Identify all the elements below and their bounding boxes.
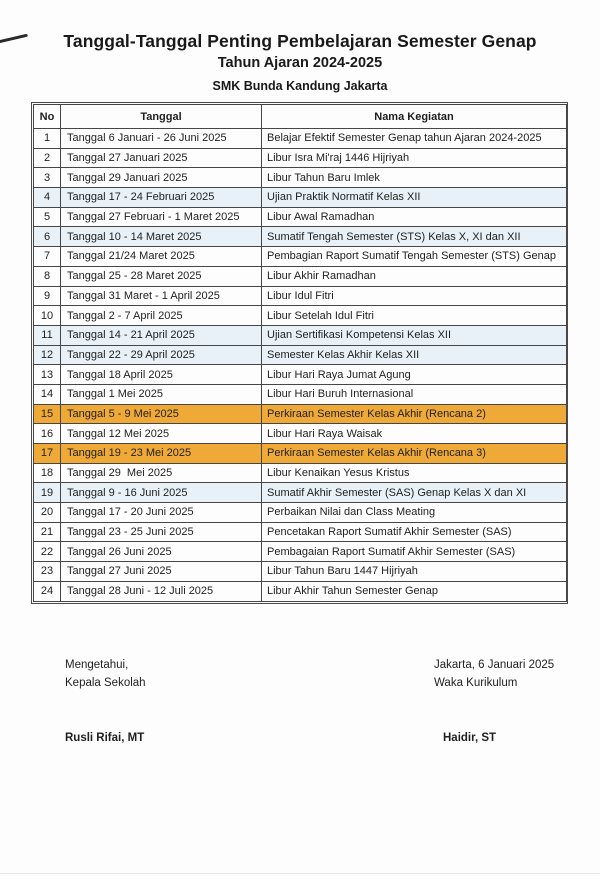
cell-kegiatan: Sumatif Akhir Semester (SAS) Genap Kelas X dan XI xyxy=(262,483,567,503)
cell-kegiatan: Libur Hari Raya Jumat Agung xyxy=(262,365,567,385)
cell-no: 14 xyxy=(34,384,61,404)
table-row xyxy=(34,384,567,404)
cell-kegiatan: Belajar Efektif Semester Genap tahun Ajaran 2024-2025 xyxy=(262,129,567,149)
cell-no: 6 xyxy=(34,227,61,247)
cell-no: 3 xyxy=(34,168,61,188)
cell-tanggal: Tanggal 14 - 21 April 2025 xyxy=(61,325,262,345)
table-row xyxy=(34,522,567,542)
header-tanggal: Tanggal xyxy=(61,105,262,129)
cell-kegiatan: Perkiraan Semester Kelas Akhir (Rencana 3) xyxy=(262,444,567,464)
table-header-row xyxy=(34,105,567,129)
cell-no: 11 xyxy=(34,325,61,345)
cell-tanggal: Tanggal 29 Mei 2025 xyxy=(61,463,262,483)
cell-no: 4 xyxy=(34,188,61,208)
table-row xyxy=(34,286,567,306)
cell-tanggal: Tanggal 23 - 25 Juni 2025 xyxy=(61,522,262,542)
cell-kegiatan: Libur Idul Fitri xyxy=(262,286,567,306)
cell-tanggal: Tanggal 31 Maret - 1 April 2025 xyxy=(61,286,262,306)
cell-no: 10 xyxy=(34,306,61,326)
cell-tanggal: Tanggal 9 - 16 Juni 2025 xyxy=(61,483,262,503)
cell-tanggal: Tanggal 18 April 2025 xyxy=(61,365,262,385)
table-row xyxy=(34,483,567,503)
cell-kegiatan: Libur Tahun Baru Imlek xyxy=(262,168,567,188)
cell-tanggal: Tanggal 19 - 23 Mei 2025 xyxy=(61,444,262,464)
cell-tanggal: Tanggal 17 - 20 Juni 2025 xyxy=(61,503,262,523)
school-name: SMK Bunda Kandung Jakarta xyxy=(212,79,388,93)
schedule-table-wrapper xyxy=(31,102,568,604)
cell-no: 15 xyxy=(34,404,61,424)
document-header xyxy=(0,30,600,94)
cell-kegiatan: Pembagaian Raport Sumatif Akhir Semester (SAS) xyxy=(262,542,567,562)
cell-kegiatan: Libur Hari Buruh Internasional xyxy=(262,384,567,404)
cell-kegiatan: Libur Hari Raya Waisak xyxy=(262,424,567,444)
table-row xyxy=(34,306,567,326)
table-row xyxy=(34,188,567,208)
cell-tanggal: Tanggal 12 Mei 2025 xyxy=(61,424,262,444)
sig-right-line2: Waka Kurikulum xyxy=(434,677,518,689)
table-row xyxy=(34,424,567,444)
cell-tanggal: Tanggal 26 Juni 2025 xyxy=(61,542,262,562)
table-row xyxy=(34,503,567,523)
cell-no: 16 xyxy=(34,424,61,444)
cell-no: 22 xyxy=(34,542,61,562)
table-row xyxy=(34,404,567,424)
cell-kegiatan: Libur Setelah Idul Fitri xyxy=(262,306,567,326)
cell-kegiatan: Perkiraan Semester Kelas Akhir (Rencana 2) xyxy=(262,404,567,424)
cell-tanggal: Tanggal 17 - 24 Februari 2025 xyxy=(61,188,262,208)
table-row xyxy=(34,542,567,562)
cell-tanggal: Tanggal 27 Januari 2025 xyxy=(61,148,262,168)
cell-kegiatan: Libur Akhir Tahun Semester Genap xyxy=(262,581,567,601)
cell-tanggal: Tanggal 25 - 28 Maret 2025 xyxy=(61,266,262,286)
sig-right-line1: Jakarta, 6 Januari 2025 xyxy=(434,659,555,671)
signature-block-right xyxy=(434,656,554,692)
table-row xyxy=(34,266,567,286)
cell-kegiatan: Libur Akhir Ramadhan xyxy=(262,266,567,286)
table-row xyxy=(34,345,567,365)
cell-kegiatan: Sumatif Tengah Semester (STS) Kelas X, XI dan XII xyxy=(262,227,567,247)
table-row xyxy=(34,129,567,149)
schedule-table-body xyxy=(34,129,567,602)
schedule-table xyxy=(33,104,567,602)
cell-kegiatan: Semester Kelas Akhir Kelas XII xyxy=(262,345,567,365)
cell-no: 12 xyxy=(34,345,61,365)
scan-edge-artifact xyxy=(0,873,600,874)
header-no: No xyxy=(34,105,61,129)
cell-tanggal: Tanggal 21/24 Maret 2025 xyxy=(61,247,262,267)
sig-left-line2: Kepala Sekolah xyxy=(65,677,146,689)
table-row xyxy=(34,325,567,345)
cell-no: 8 xyxy=(34,266,61,286)
page-title: Tanggal-Tanggal Penting Pembelajaran Semester Genap xyxy=(63,31,537,51)
cell-tanggal: Tanggal 2 - 7 April 2025 xyxy=(61,306,262,326)
table-row xyxy=(34,562,567,582)
cell-kegiatan: Libur Kenaikan Yesus Kristus xyxy=(262,463,567,483)
cell-no: 20 xyxy=(34,503,61,523)
table-row xyxy=(34,247,567,267)
cell-tanggal: Tanggal 29 Januari 2025 xyxy=(61,168,262,188)
cell-no: 9 xyxy=(34,286,61,306)
cell-tanggal: Tanggal 5 - 9 Mei 2025 xyxy=(61,404,262,424)
table-row xyxy=(34,168,567,188)
signer-name-left: Rusli Rifai, MT xyxy=(65,732,145,744)
sig-left-line1: Mengetahui, xyxy=(65,659,129,671)
cell-kegiatan: Libur Awal Ramadhan xyxy=(262,207,567,227)
table-row xyxy=(34,581,567,601)
cell-kegiatan: Ujian Praktik Normatif Kelas XII xyxy=(262,188,567,208)
cell-tanggal: Tanggal 10 - 14 Maret 2025 xyxy=(61,227,262,247)
cell-kegiatan: Libur Tahun Baru 1447 Hijriyah xyxy=(262,562,567,582)
cell-tanggal: Tanggal 27 Februari - 1 Maret 2025 xyxy=(61,207,262,227)
header-kegiatan: Nama Kegiatan xyxy=(262,105,567,129)
cell-kegiatan: Pencetakan Raport Sumatif Akhir Semester (SAS) xyxy=(262,522,567,542)
cell-no: 21 xyxy=(34,522,61,542)
table-row xyxy=(34,227,567,247)
table-row xyxy=(34,207,567,227)
cell-no: 5 xyxy=(34,207,61,227)
cell-no: 18 xyxy=(34,463,61,483)
cell-kegiatan: Ujian Sertifikasi Kompetensi Kelas XII xyxy=(262,325,567,345)
cell-no: 13 xyxy=(34,365,61,385)
cell-no: 24 xyxy=(34,581,61,601)
cell-tanggal: Tanggal 22 - 29 April 2025 xyxy=(61,345,262,365)
cell-no: 17 xyxy=(34,444,61,464)
cell-no: 7 xyxy=(34,247,61,267)
cell-tanggal: Tanggal 28 Juni - 12 Juli 2025 xyxy=(61,581,262,601)
table-row xyxy=(34,444,567,464)
table-row xyxy=(34,148,567,168)
table-row xyxy=(34,463,567,483)
cell-tanggal: Tanggal 6 Januari - 26 Juni 2025 xyxy=(61,129,262,149)
signer-name-right: Haidir, ST xyxy=(443,732,497,744)
cell-tanggal: Tanggal 1 Mei 2025 xyxy=(61,384,262,404)
cell-kegiatan: Perbaikan Nilai dan Class Meating xyxy=(262,503,567,523)
cell-no: 19 xyxy=(34,483,61,503)
page-subtitle: Tahun Ajaran 2024-2025 xyxy=(217,55,383,71)
cell-kegiatan: Libur Isra Mi'raj 1446 Hijriyah xyxy=(262,148,567,168)
cell-no: 2 xyxy=(34,148,61,168)
cell-kegiatan: Pembagian Raport Sumatif Tengah Semester (STS) Genap xyxy=(262,247,567,267)
cell-tanggal: Tanggal 27 Juni 2025 xyxy=(61,562,262,582)
cell-no: 23 xyxy=(34,562,61,582)
cell-no: 1 xyxy=(34,129,61,149)
table-row xyxy=(34,365,567,385)
signature-block-left xyxy=(65,656,146,692)
